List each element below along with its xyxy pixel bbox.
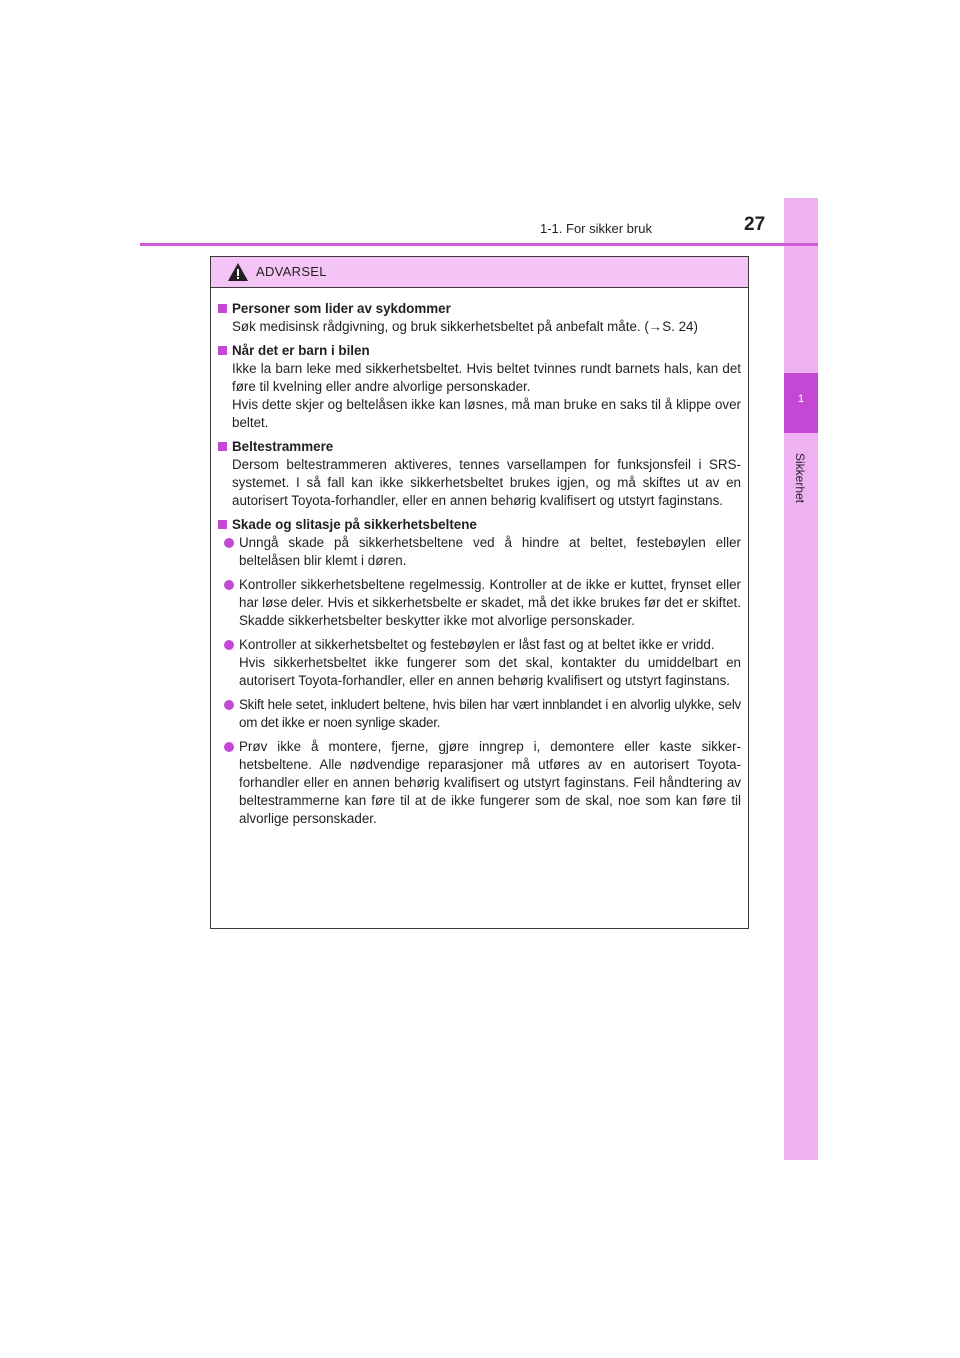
square-bullet-icon [218, 520, 227, 529]
list-item-text-part: Hvis sikkerhetsbeltet ikke fungerer som det skal, kontakter du umiddelbart en autorisert Toyota-forhandler, eller en annen behørig kvalifisert og utstyrt faginstans. [239, 655, 741, 688]
chapter-side-tab [784, 198, 818, 1160]
square-bullet-icon [218, 346, 227, 355]
chapter-number-tab [784, 373, 818, 433]
round-bullet-icon [224, 700, 234, 710]
warning-box [210, 256, 749, 929]
section-heading-text: Skade og slitasje på sikkerhetsbeltene [232, 517, 477, 532]
section-title: 1-1. For sikker bruk [540, 221, 652, 236]
list-item [224, 636, 741, 690]
list-item-text: Prøv ikke å montere, fjerne, gjøre inngrep i, demontere eller kaste sikker-hetsbeltene. Alle nødvendige reparasjoner må utføres av en autorisert Toyota-forhandler eller en annen behørig kvalifisert og utstyrt faginstans. Feil håndtering av beltestrammerne kan føre til at de ikke fungerer som de skal, noe som kan føre til alvorlige personskader. [239, 739, 741, 826]
list-item [224, 576, 741, 630]
section-heading-text: Beltestrammere [232, 439, 334, 454]
list-item-text: Unngå skade på sikkerhetsbeltene ved å hindre at beltet, festebøylen eller beltelåsen blir klemt i døren. [239, 535, 741, 568]
list-item [224, 738, 741, 828]
warning-body [211, 288, 748, 828]
warning-triangle-icon [227, 262, 249, 282]
section-pretensioners [218, 438, 741, 510]
section-damage [218, 516, 741, 828]
section-heading [218, 342, 741, 360]
round-bullet-icon [224, 640, 234, 650]
round-bullet-icon [224, 580, 234, 590]
square-bullet-icon [218, 304, 227, 313]
round-bullet-icon [224, 742, 234, 752]
section-illness [218, 300, 741, 336]
warning-title: ADVARSEL [256, 264, 327, 279]
list-item [224, 696, 741, 732]
page-number: 27 [744, 214, 766, 235]
list-item-text-part: Kontroller at sikkerhetsbeltet og festebøylen er låst fast og at beltet ikke er vridd. [239, 637, 715, 652]
section-heading [218, 300, 741, 318]
chapter-label: Sikkerhet [793, 452, 807, 504]
paragraph: Ikke la barn leke med sikkerhetsbeltet. Hvis beltet tvinnes rundt barnets hals, kan det føre til kvelning eller andre alvorlige personskader. [232, 361, 741, 394]
paragraph: Hvis dette skjer og beltelåsen ikke kan løsnes, må man bruke en saks til å klippe over beltet. [232, 397, 741, 430]
square-bullet-icon [218, 442, 227, 451]
round-bullet-icon [224, 538, 234, 548]
list-item [224, 534, 741, 570]
chapter-number: 1 [797, 393, 805, 405]
paragraph: Dersom beltestrammeren aktiveres, tennes varsellampen for funksjonsfeil i SRS-systemet. I så fall kan ikke sikkerhetsbeltet brukes igjen, og må skiftes ut av en autorisert Toyota-forhandler, eller en annen behørig kvalifisert og utstyrt faginstans. [232, 457, 741, 508]
list-item-text: Kontroller sikkerhetsbeltene regelmessig. Kontroller at de ikke er kuttet, frynset eller har løse deler. Hvis et sikkerhetsbelte er skadet, må det ikke brukes før det er skiftet. Skadde sikkerhetsbelter beskytter ikke mot alvorlige personskader. [239, 577, 741, 628]
section-heading-text: Personer som lider av sykdommer [232, 301, 451, 316]
list-item-text: Skift hele setet, inkludert beltene, hvis bilen har vært innblandet i en alvorlig ulykke, selv om det ikke er noen synlige skader. [239, 697, 741, 730]
header-rule [140, 243, 818, 246]
section-children [218, 342, 741, 432]
list-item-text [239, 636, 741, 690]
section-heading-text: Når det er barn i bilen [232, 343, 370, 358]
warning-header [211, 257, 748, 288]
section-heading [218, 438, 741, 456]
section-heading [218, 516, 741, 534]
paragraph: Søk medisinsk rådgivning, og bruk sikkerhetsbeltet på anbefalt måte. (→S. 24) [232, 319, 698, 334]
